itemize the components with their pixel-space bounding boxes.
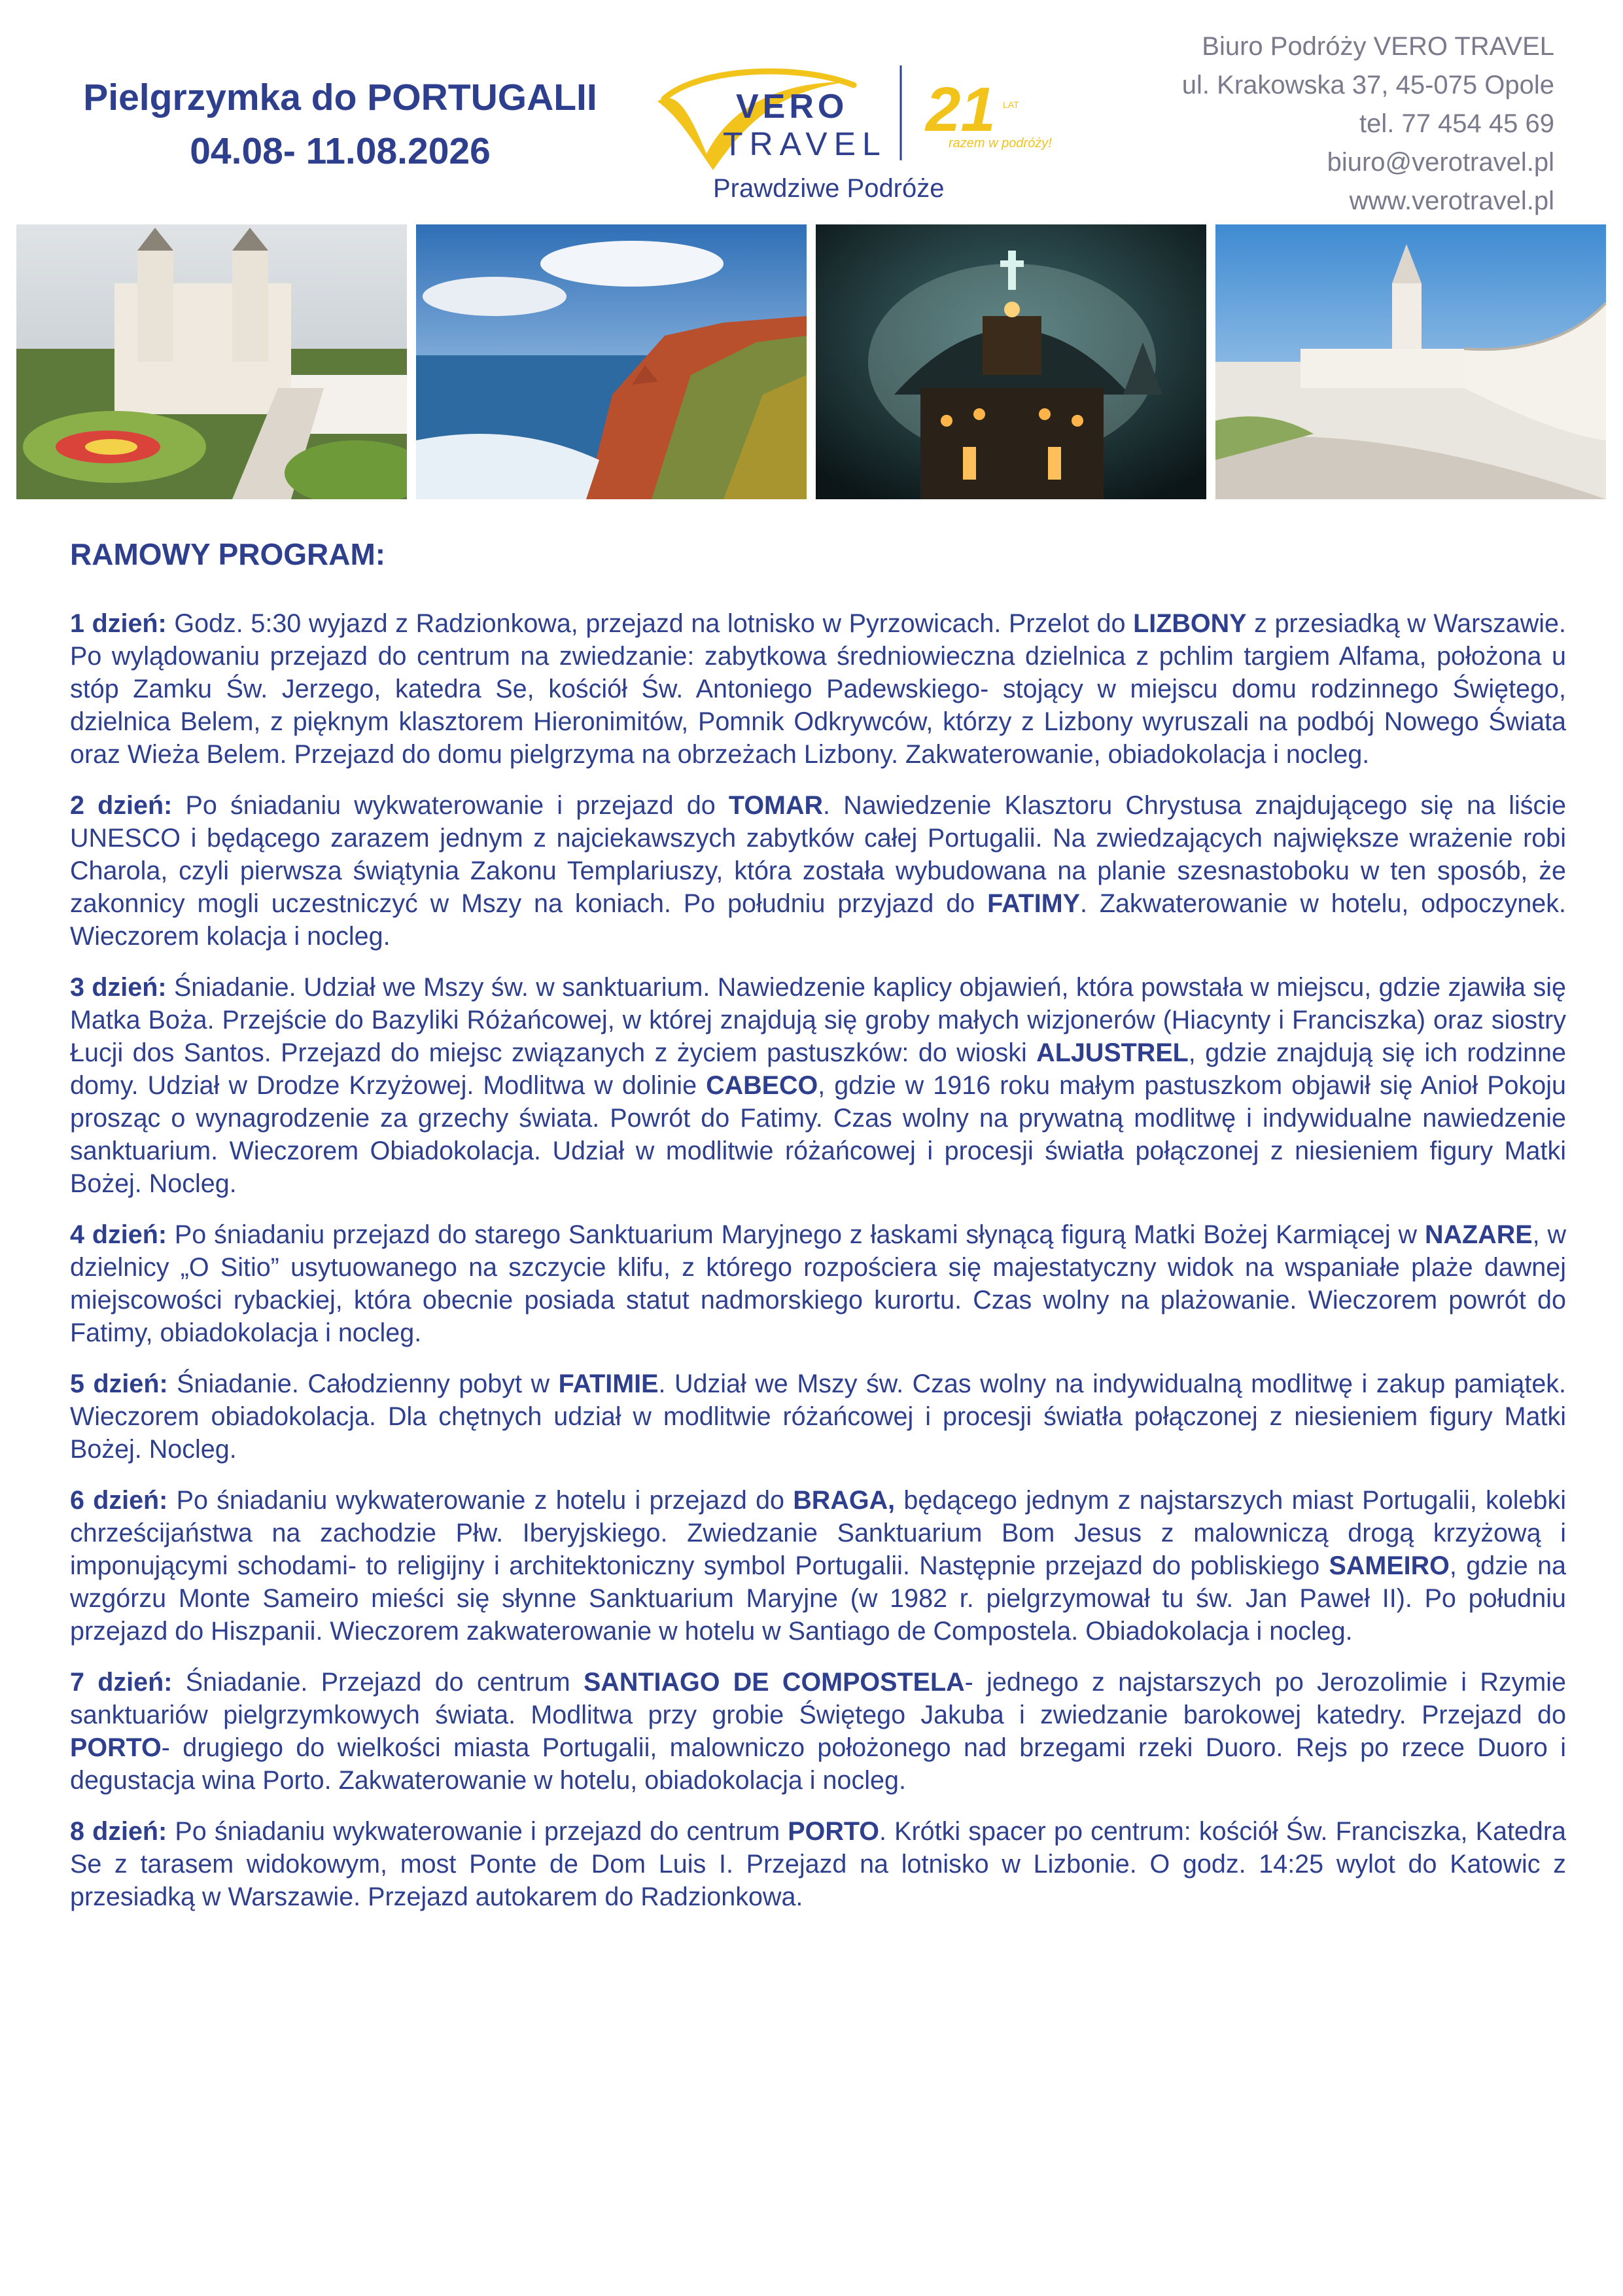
title-dates: 04.08- 11.08.2026	[190, 130, 491, 172]
day-label: 1 dzień:	[70, 609, 167, 638]
day-label: 5 dzień:	[70, 1369, 168, 1398]
day-text: Śniadanie. Przejazd do centrum	[172, 1668, 584, 1697]
phone: tel. 77 454 45 69	[1359, 109, 1554, 138]
day-text: , w dzielnicy „O Sitio” usytuowanego na szczycie klifu, z którego rozpościera się majestatyczny widok na wspaniałe plaże dawnej miejscowości rybackiej, która obecnie posiada statut nadmorskiego kurortu. Czas wolny na plażowanie. Wieczorem powrót do Fatimy, obiadokolacja i nocleg.	[70, 1220, 1566, 1347]
day-text: z przesiadką w Warszawie. Po wylądowaniu przejazd do centrum na zwiedzanie: zabytkowa średniowieczna dzielnica z pchlim targiem Alfama, położona u stóp Zamku Św. Jerzego, katedra Se, kościół Św. Antoniego Padewskiego- stojący w miejscu domu rodzinnego Świętego, dzielnica Belem, z pięknym klasztorem Hieronimitów, Pomnik Odkrywców, którzy z Lizbony wyruszali na podbój Nowego Świata oraz Wieża Belem. Przejazd do domu pielgrzyma na obrzeżach Lizbony. Zakwaterowanie, obiadokolacja i nocleg.	[70, 609, 1567, 769]
fatima-sanctuary-photo	[1215, 224, 1606, 499]
contact-block	[1182, 27, 1554, 221]
day-text: będącego jednym z najstarszych miast Portugalii, kolebki chrześcijaństwa na zachodzie Płw. Iberyjskiego. Zwiedzanie Sanktuarium Bom Jesus z malowniczą drogą krzyżową i imponującymi schodami- to religijny i architektoniczny symbol Portugalii. Następnie przejazd do pobliskiego	[70, 1486, 1567, 1580]
highlighted-place: PORTO	[788, 1817, 880, 1846]
address: ul. Krakowska 37, 45-075 Opole	[1181, 71, 1554, 99]
day-text: , gdzie na wzgórzu Monte Sameiro mieści się słynne Sanktuarium Maryjne (w 1982 r. pielgrzymował tu św. Jan Paweł II). Po południu przejazd do Hiszpanii. Wieczorem zakwaterowanie w hotelu w Santiago de Compostela. Obiadokolacja i nocleg.	[70, 1551, 1566, 1646]
highlighted-place: LIZBONY	[1133, 609, 1247, 638]
day-text: Po śniadaniu przejazd do starego Sanktuarium Maryjnego z łaskami słynącą figurą Matki Bożej Karmiącej w	[167, 1220, 1425, 1249]
highlighted-place: BRAGA,	[793, 1486, 896, 1515]
anniversary-number: 21	[926, 75, 996, 145]
day-label: 8 dzień:	[70, 1817, 167, 1846]
highlighted-place: PORTO	[70, 1733, 162, 1762]
highlighted-place: SAMEIRO	[1329, 1551, 1450, 1580]
day-label: 6 dzień:	[70, 1486, 168, 1515]
day-text: Po śniadaniu wykwaterowanie i przejazd do centrum	[167, 1817, 788, 1846]
anniversary-lat: LAT	[1003, 99, 1019, 110]
day-text: . Zakwaterowanie w hotelu, odpoczynek. Wieczorem kolacja i nocleg.	[70, 889, 1566, 951]
highlighted-place: ALJUSTREL	[1036, 1038, 1189, 1067]
day-text: . Nawiedzenie Klasztoru Chrystusa znajdującego się na liście UNESCO i będącego zarazem jednym z najciekawszych zabytków całej Portugalii. Na zwiedzających największe wrażenie robi Charola, czyli pierwsza świątynia Zakonu Templariuszy, która została wybudowana na planie szesnastoboku w ten sposób, że zakonnicy mogli uczestniczyć w Mszy na koniach. Po południu przyjazd do	[70, 791, 1567, 918]
highlighted-place: FATIMY	[987, 889, 1080, 918]
email-link[interactable]: biuro@verotravel.pl	[1327, 148, 1554, 177]
logo-graphic	[651, 56, 1096, 186]
highlighted-place: SANTIAGO DE COMPOSTELA	[583, 1668, 965, 1697]
program-day	[70, 789, 1566, 953]
program-heading: RAMOWY PROGRAM:	[70, 537, 386, 571]
program-day	[70, 607, 1566, 771]
day-text: - jednego z najstarszych po Jerozolimie i Rzymie sanktuariów pielgrzymkowych świata. Modlitwa przy grobie Świętego Jakuba i zwiedzanie barokowej katedry. Przejazd do	[70, 1668, 1567, 1729]
day-text: Śniadanie. Całodzienny pobyt w	[167, 1369, 559, 1398]
tagline: Prawdziwe Podróże	[713, 174, 945, 203]
day-text: , gdzie znajdują się ich rodzinne domy. Udział w Drodze Krzyżowej. Modlitwa w dolinie	[70, 1038, 1566, 1100]
day-label: 3 dzień:	[70, 973, 167, 1002]
day-text: Po śniadaniu wykwaterowanie i przejazd do	[172, 791, 729, 820]
program-day	[70, 1666, 1566, 1797]
program-day	[70, 1368, 1566, 1466]
company-name: Biuro Podróży VERO TRAVEL	[1202, 32, 1554, 61]
program-day	[70, 1218, 1566, 1349]
website-link[interactable]: www.verotravel.pl	[1349, 186, 1554, 215]
logo-vero-text: VERO	[736, 88, 848, 126]
day-text: . Krótki spacer po centrum: kościół Św. Franciszka, Katedra Se z tarasem widokowym, most Ponte de Dom Luis I. Przejazd na lotnisko w Lizbonie. O godz. 14:25 wylot do Katowic z przesiadką w Warszawie. Przejazd autokarem do Radzionkowa.	[70, 1817, 1566, 1911]
chapel-at-night-photo	[816, 224, 1206, 499]
program-day	[70, 1484, 1566, 1648]
day-label: 4 dzień:	[70, 1220, 167, 1249]
highlighted-place: TOMAR	[728, 791, 824, 820]
program-day	[70, 971, 1566, 1200]
day-text: Śniadanie. Udział we Mszy św. w sanktuarium. Nawiedzenie kaplicy objawień, która powstała w miejscu, gdzie zjawiła się Matka Boża. Przejście do Bazyliki Różańcowej, w której znajdują się groby małych wizjonerów (Hiacynty i Franciszka) oraz siostry Łucji dos Santos. Przejazd do miejsc związanych z życiem pastuszków: do wioski	[70, 973, 1567, 1067]
day-text: . Udział we Mszy św. Czas wolny na indywidualną modlitwę i zakup pamiątek. Wieczorem obiadokolacja. Dla chętnych udział w modlitwie różańcowej i procesji światła połączonej z niesieniem figury Matki Bożej. Nocleg.	[70, 1369, 1567, 1464]
coastal-cliffs-photo	[416, 224, 807, 499]
page-title	[39, 71, 641, 178]
title-line-1: Pielgrzymka do PORTUGALII	[83, 77, 597, 118]
highlighted-place: CABECO	[706, 1071, 818, 1100]
anniversary-slogan: razem w podróży!	[949, 136, 1052, 150]
highlighted-place: FATIMIE	[558, 1369, 659, 1398]
day-label: 7 dzień:	[70, 1668, 173, 1697]
day-label: 2 dzień:	[70, 791, 173, 820]
day-text: Godz. 5:30 wyjazd z Radzionkowa, przejazd na lotnisko w Pyrzowicach. Przelot do	[166, 609, 1134, 638]
photo-strip	[16, 224, 1606, 499]
program-body	[70, 607, 1566, 1932]
day-text: , gdzie w 1916 roku małym pastuszkom objawił się Anioł Pokoju prosząc o wynagrodzenie za grzechy świata. Powrót do Fatimy. Czas wolny na prywatną modlitwę i indywidualne nawiedzenie sanktuarium. Wieczorem Obiadokolacja. Udział w modlitwie różańcowej i procesji światła połączonej z niesieniem figury Matki Bożej. Nocleg.	[70, 1071, 1566, 1198]
logo-travel-text: TRAVEL	[723, 126, 887, 162]
day-text: Po śniadaniu wykwaterowanie z hotelu i przejazd do	[167, 1486, 794, 1515]
highlighted-place: NAZARE	[1425, 1220, 1533, 1249]
bom-jesus-sanctuary-photo	[16, 224, 407, 499]
program-day	[70, 1815, 1566, 1913]
day-text: - drugiego do wielkości miasta Portugalii, malowniczo położonego nad brzegami rzeki Duoro. Rejs po rzece Duoro i degustacja wina Porto. Zakwaterowanie w hotelu, obiadokolacja i nocleg.	[70, 1733, 1566, 1795]
